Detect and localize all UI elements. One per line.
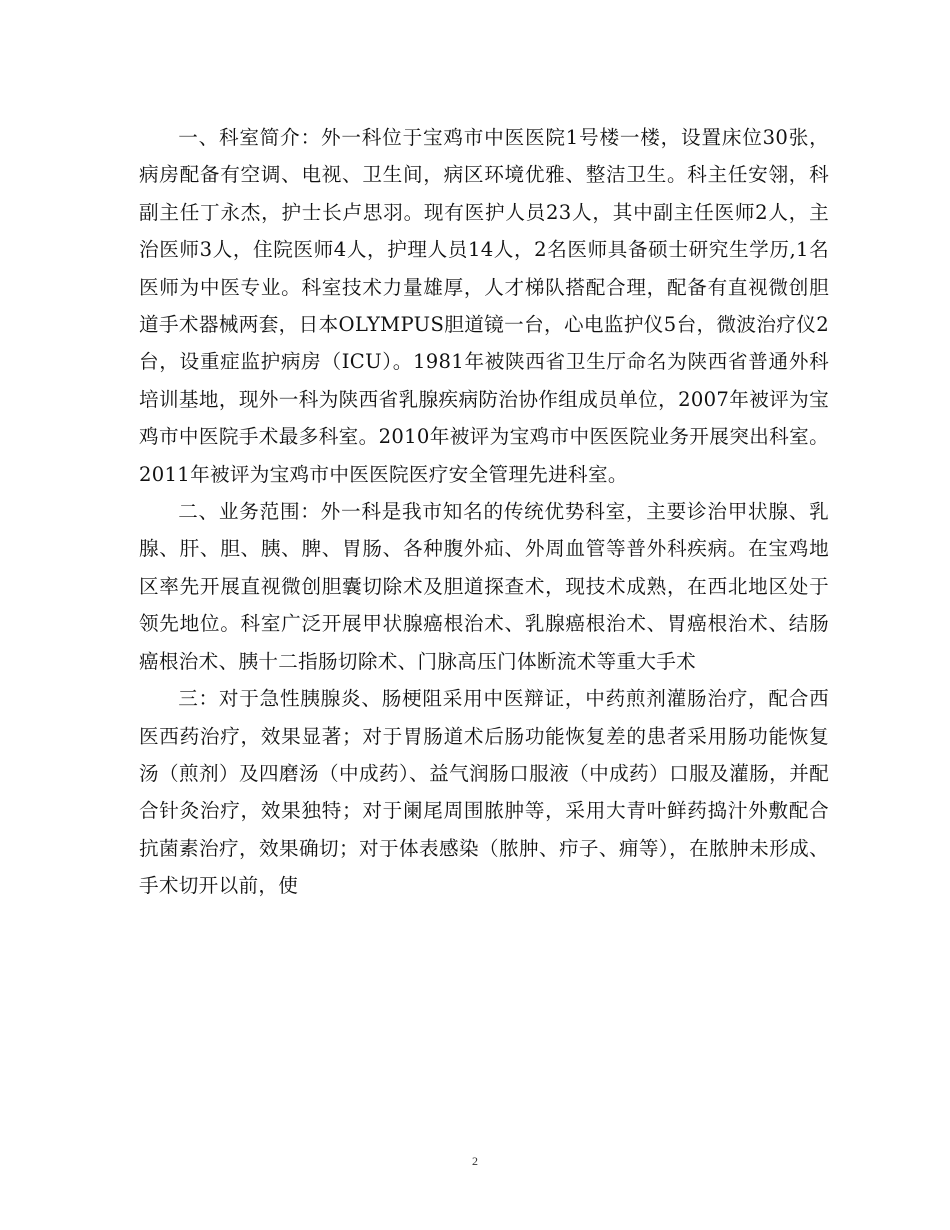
document-body: [139, 119, 829, 905]
page-number: 2: [472, 1154, 478, 1168]
paragraph-business-scope: 二、业务范围：外一科是我市知名的传统优势科室，主要诊治甲状腺、乳腺、肝、胆、胰、脾、胃肠、各种腹外疝、外周血管等普外科疾病。在宝鸡地区率先开展直视微创胆囊切除术及胆道探查术，现技术成熟，在西北地区处于领先地位。科室广泛开展甲状腺癌根治术、乳腺癌根治术、胃癌根治术、结肠癌根治术、胰十二指肠切除术、门脉高压门体断流术等重大手术: [139, 500, 829, 673]
paragraph-tcm-treatment: 三：对于急性胰腺炎、肠梗阻采用中医辩证，中药煎剂灌肠治疗，配合西医西药治疗，效果显著；对于胃肠道术后肠功能恢复差的患者采用肠功能恢复汤（煎剂）及四磨汤（中成药）、益气润肠口服液（中成药）口服及灌肠，并配合针灸治疗，效果独特；对于阑尾周围脓肿等，采用大青叶鲜药捣汁外敷配合抗菌素治疗，效果确切；对于体表感染（脓肿、疖子、痈等），在脓肿未形成、手术切开以前，使: [139, 687, 829, 898]
paragraph-department-intro: 一、科室简介：外一科位于宝鸡市中医医院1号楼一楼，设置床位30张，病房配备有空调、电视、卫生间，病区环境优雅、整洁卫生。科主任安翎，科副主任丁永杰，护士长卢思羽。现有医护人员23人，其中副主任医师2人，主治医师3人，住院医师4人，护理人员14人，2名医师具备硕士研究生学历,1名医师为中医专业。科室技术力量雄厚，人才梯队搭配合理，配备有直视微创胆道手术器械两套，日本OLYMPUS胆道镜一台，心电监护仪5台，微波治疗仪2台，设重症监护病房（ICU）。1981年被陕西省卫生厅命名为陕西省普通外科培训基地，现外一科为陕西省乳腺疾病防治协作组成员单位，2007年被评为宝鸡市中医院手术最多科室。2010年被评为宝鸡市中医医院业务开展突出科室。2011年被评为宝鸡市中医医院医疗安全管理先进科室。: [139, 126, 829, 486]
